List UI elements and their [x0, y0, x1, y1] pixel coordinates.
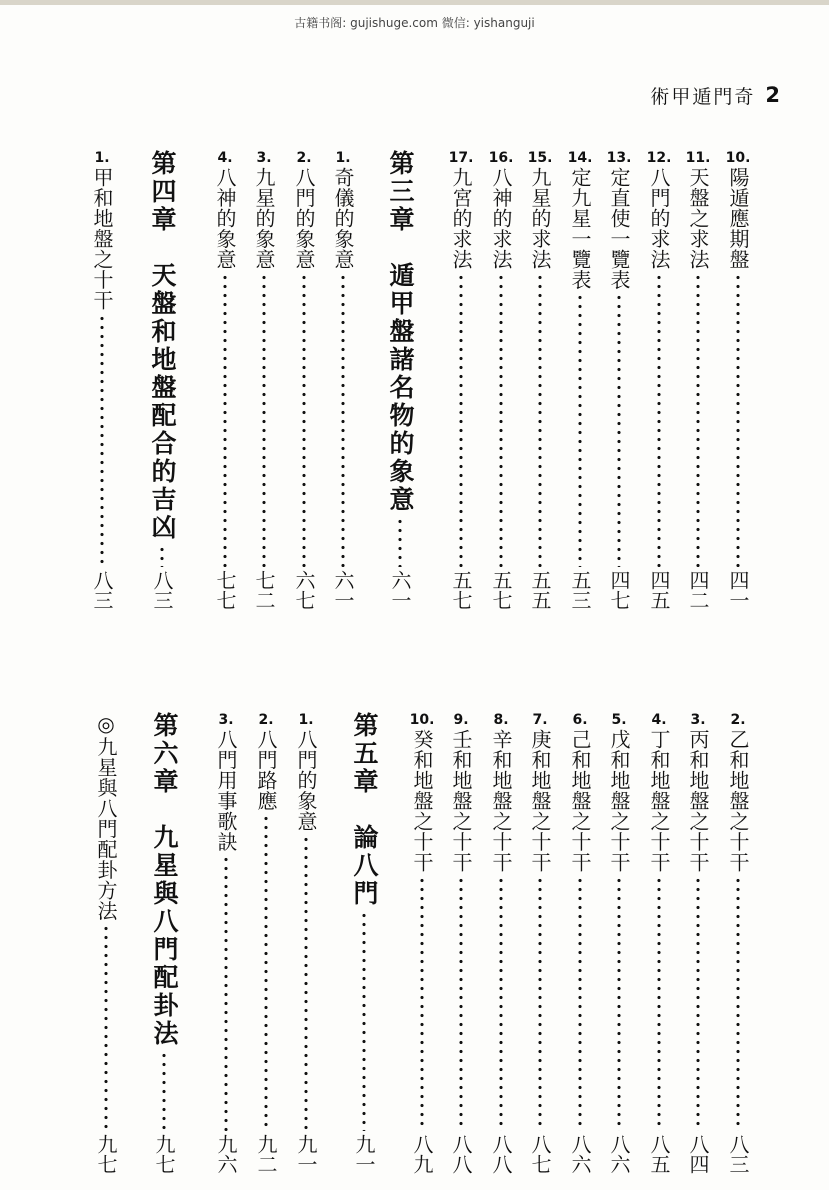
toc-entry [720, 150, 756, 610]
entry-page: 八八 [489, 1134, 513, 1174]
toc-entry [680, 150, 716, 610]
entry-number: 3. [218, 712, 234, 728]
entry-title: 八門的求法 [647, 167, 671, 270]
entry-title: 壬和地盤之十干 [449, 729, 473, 873]
entry-number: 1. [298, 712, 314, 728]
entry-number: 8. [493, 712, 509, 728]
entry-number: 2. [730, 712, 746, 728]
dot-leader [398, 517, 402, 567]
entry-title: 丁和地盤之十干 [647, 729, 671, 873]
entry-page: 九一 [294, 1134, 318, 1174]
entry-page: 八六 [568, 1134, 592, 1174]
dot-leader [578, 876, 582, 1132]
toc-entry [286, 150, 322, 610]
dot-leader [302, 273, 306, 568]
entry-number: 15. [527, 150, 553, 166]
entry-page: 九一 [352, 1134, 376, 1174]
toc-entry [562, 712, 598, 1174]
entry-number: 10. [409, 712, 435, 728]
toc-chapter [140, 150, 184, 610]
chapter-title: 第五章 論八門 [350, 712, 379, 908]
entry-title: 庚和地盤之十干 [528, 729, 552, 873]
chapter-title: 第六章 九星與八門配卦法 [150, 712, 179, 1048]
entry-page: 八四 [686, 1134, 710, 1174]
dot-leader [499, 273, 503, 568]
entry-title: 九星的求法 [528, 167, 552, 270]
toc-entry [84, 150, 120, 610]
chapter-title: 第三章 遁甲盤諸名物的象意 [386, 150, 415, 514]
toc-chapter [342, 712, 386, 1174]
dot-leader [617, 293, 621, 567]
toc-entry [680, 712, 716, 1174]
toc-entry [483, 150, 519, 610]
toc-entry [443, 150, 479, 610]
entry-page: 六一 [388, 570, 412, 610]
entry-title: 癸和地盤之十干 [410, 729, 434, 873]
dot-leader [578, 293, 582, 567]
entry-number: 11. [685, 150, 711, 166]
dot-leader [262, 273, 266, 568]
entry-title: 己和地盤之十干 [568, 729, 592, 873]
entry-number: 3. [690, 712, 706, 728]
dot-leader [617, 876, 621, 1132]
toc-entry [88, 712, 124, 1174]
entry-title: 九宮的求法 [449, 167, 473, 270]
dot-leader [100, 314, 104, 568]
entry-title: ◎九星與八門配卦方法 [94, 712, 118, 921]
entry-title: 天盤之求法 [686, 167, 710, 270]
entry-number: 6. [572, 712, 588, 728]
toc-entry [443, 712, 479, 1174]
entry-number: 5. [611, 712, 627, 728]
dot-leader [104, 924, 108, 1131]
entry-number: 2. [258, 712, 274, 728]
dot-leader [657, 876, 661, 1132]
entry-page: 四七 [607, 570, 631, 610]
toc-entry [248, 712, 284, 1174]
dot-leader [224, 855, 228, 1131]
toc-entry [601, 150, 637, 610]
page-number: 2 [765, 83, 780, 107]
entry-title: 八門路應 [254, 729, 278, 811]
dot-leader [696, 876, 700, 1132]
toc-entry [522, 712, 558, 1174]
entry-page: 七二 [252, 570, 276, 610]
entry-title: 定直使一覽表 [607, 167, 631, 290]
entry-page: 五三 [568, 570, 592, 610]
watermark: 古籍书阁: gujishuge.com 微信: yishanguji [294, 16, 535, 30]
entry-page: 五五 [528, 570, 552, 610]
entry-title: 八神的象意 [213, 167, 237, 270]
entry-number: 1. [335, 150, 351, 166]
entry-number: 1. [94, 150, 110, 166]
dot-leader [341, 273, 345, 568]
entry-page: 四五 [647, 570, 671, 610]
dot-leader [657, 273, 661, 568]
entry-page: 九七 [152, 1134, 176, 1174]
dot-leader [420, 876, 424, 1132]
toc-entry [325, 150, 361, 610]
entry-page: 八七 [528, 1134, 552, 1174]
entry-page: 九六 [214, 1134, 238, 1174]
toc-chapter [378, 150, 422, 610]
entry-page: 四二 [686, 570, 710, 610]
dot-leader [538, 876, 542, 1132]
entry-number: 7. [532, 712, 548, 728]
dot-leader [264, 814, 268, 1131]
entry-page: 八三 [90, 570, 114, 610]
entry-title: 九星的象意 [252, 167, 276, 270]
entry-number: 16. [488, 150, 514, 166]
dot-leader [162, 1051, 166, 1131]
entry-page: 九七 [94, 1134, 118, 1174]
dot-leader [362, 911, 366, 1131]
running-title: 術甲遁門奇 [650, 85, 756, 108]
entry-title: 八門的象意 [294, 729, 318, 832]
entry-page: 七七 [213, 570, 237, 610]
dot-leader [304, 835, 308, 1132]
dot-leader [223, 273, 227, 568]
toc-entry [641, 712, 677, 1174]
toc-entry [208, 712, 244, 1174]
entry-page: 八五 [647, 1134, 671, 1174]
entry-title: 甲和地盤之十干 [90, 167, 114, 311]
entry-title: 奇儀的象意 [331, 167, 355, 270]
entry-title: 辛和地盤之十干 [489, 729, 513, 873]
entry-number: 10. [725, 150, 751, 166]
entry-number: 12. [646, 150, 672, 166]
entry-title: 丙和地盤之十干 [686, 729, 710, 873]
entry-page: 九二 [254, 1134, 278, 1174]
toc-entry [207, 150, 243, 610]
entry-number: 3. [256, 150, 272, 166]
entry-number: 4. [217, 150, 233, 166]
dot-leader [459, 876, 463, 1132]
running-head [600, 80, 780, 110]
dot-leader [696, 273, 700, 568]
dot-leader [459, 273, 463, 568]
entry-page: 八三 [150, 570, 174, 610]
toc-chapter [142, 712, 186, 1174]
dot-leader [160, 545, 164, 567]
entry-number: 14. [567, 150, 593, 166]
entry-number: 2. [296, 150, 312, 166]
entry-page: 五七 [489, 570, 513, 610]
entry-page: 五七 [449, 570, 473, 610]
dot-leader [736, 273, 740, 568]
dot-leader [736, 876, 740, 1132]
entry-title: 乙和地盤之十干 [726, 729, 750, 873]
toc-entry [246, 150, 282, 610]
toc-entry [641, 150, 677, 610]
toc-entry [404, 712, 440, 1174]
entry-title: 定九星一覽表 [568, 167, 592, 290]
entry-page: 六一 [331, 570, 355, 610]
entry-number: 13. [606, 150, 632, 166]
entry-page: 八九 [410, 1134, 434, 1174]
dot-leader [499, 876, 503, 1132]
top-border [0, 0, 829, 5]
toc-entry [601, 712, 637, 1174]
dot-leader [538, 273, 542, 568]
toc-entry [562, 150, 598, 610]
toc-entry [720, 712, 756, 1174]
entry-title: 戊和地盤之十干 [607, 729, 631, 873]
entry-title: 陽遁應期盤 [726, 167, 750, 270]
entry-page: 四一 [726, 570, 750, 610]
entry-page: 八三 [726, 1134, 750, 1174]
entry-title: 八門用事歌訣 [214, 729, 238, 852]
entry-title: 八神的求法 [489, 167, 513, 270]
entry-number: 4. [651, 712, 667, 728]
entry-number: 17. [448, 150, 474, 166]
chapter-title: 第四章 天盤和地盤配合的吉凶 [148, 150, 177, 542]
entry-number: 9. [453, 712, 469, 728]
toc-entry [522, 150, 558, 610]
entry-page: 八八 [449, 1134, 473, 1174]
entry-page: 八六 [607, 1134, 631, 1174]
toc-entry [288, 712, 324, 1174]
entry-title: 八門的象意 [292, 167, 316, 270]
toc-entry [483, 712, 519, 1174]
entry-page: 六七 [292, 570, 316, 610]
